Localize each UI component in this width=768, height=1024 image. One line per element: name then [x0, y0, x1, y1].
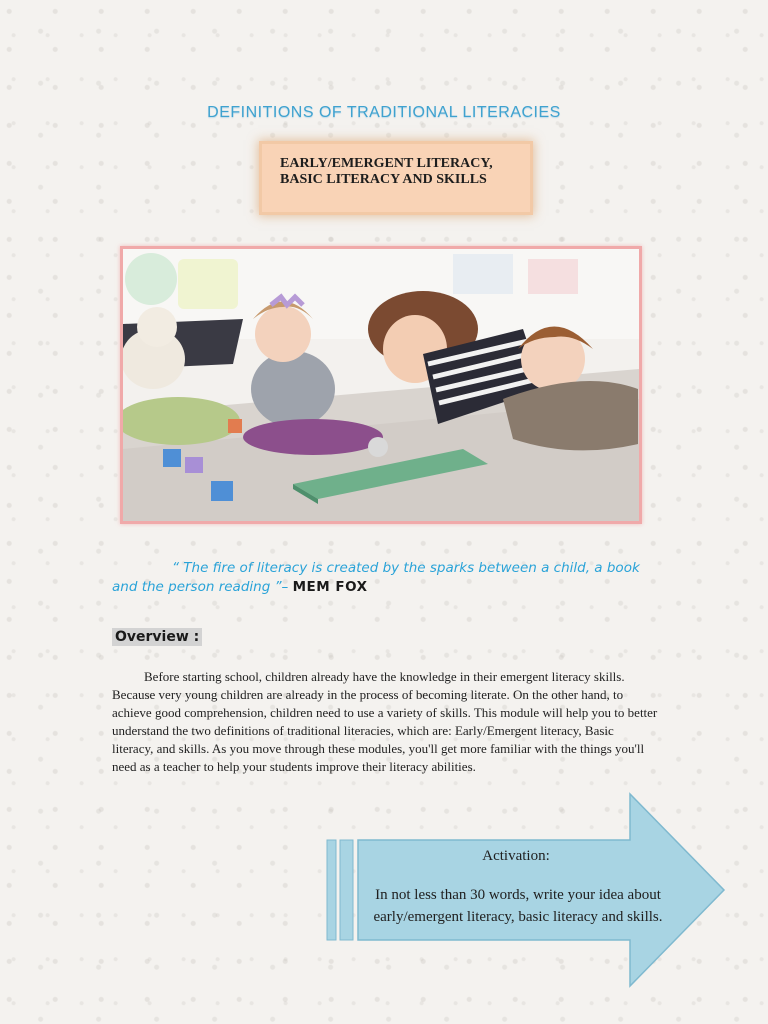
activation-text: In not less than 30 words, write your idea about early/emergent literacy, basic literacy and skills. [373, 887, 663, 925]
subtitle-box [262, 144, 530, 212]
overview-heading: Overview : [112, 628, 202, 646]
quote-author: MEM FOX [292, 579, 368, 595]
quote [112, 559, 652, 597]
arrow-stripe-1 [327, 840, 336, 940]
photo-frame [120, 246, 642, 524]
subtitle-line-1: EARLY/EMERGENT LITERACY, [280, 156, 493, 171]
arrow-stripe-2 [340, 840, 353, 940]
subtitle-line-2: BASIC LITERACY AND SKILLS [280, 172, 487, 187]
overview-body: Before starting school, children already have the knowledge in their emergent literacy skills. Because very young children are already in the process of becoming literate. On the other hand, to achieve good comprehension, children need to use a variety of skills. This module will help you to better understand the two definitions of traditional literacies, which are: Early/Emergent literacy, Basic literacy, and skills. As you move through these modules, you'll get more familiar with the things you'll need as a teacher to help your students improve their literacy abilities. [112, 669, 658, 774]
page-title: DEFINITIONS OF TRADITIONAL LITERACIES [207, 104, 561, 121]
activation-title: Activation: [482, 848, 550, 864]
quote-text: “ The fire of literacy is created by the sparks between a child, a book and the person reading ”– [112, 560, 640, 595]
photo-mother-reading-with-children [123, 249, 639, 521]
